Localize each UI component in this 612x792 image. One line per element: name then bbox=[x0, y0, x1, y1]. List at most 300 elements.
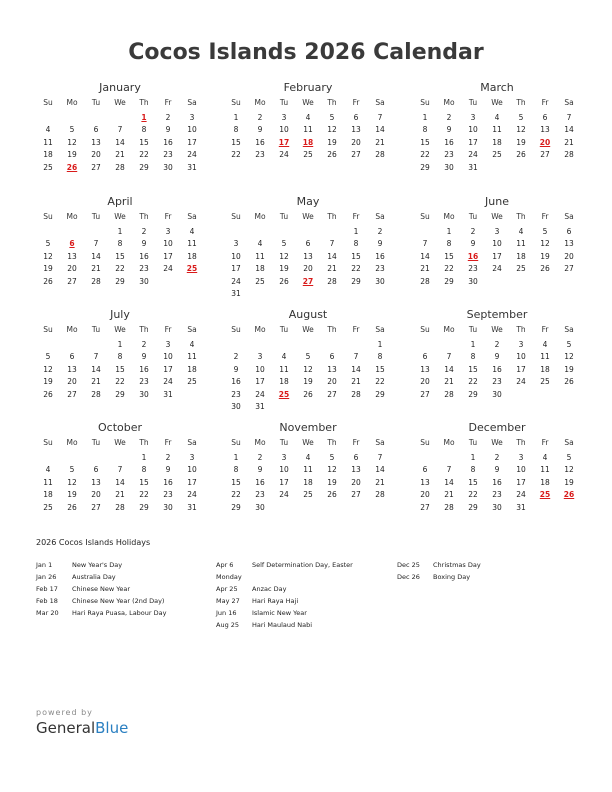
day-cell: 26 bbox=[516, 150, 526, 159]
day-cell: 26 bbox=[327, 490, 337, 499]
day-cell: 1 bbox=[470, 452, 476, 462]
day-cell: 20 bbox=[564, 251, 574, 261]
day-cell: 3 bbox=[165, 226, 171, 236]
month-name: October bbox=[97, 421, 143, 434]
weekday-header: Tu bbox=[91, 212, 101, 221]
day-cell: 31 bbox=[255, 402, 265, 411]
powered-by-text: powered by bbox=[36, 708, 93, 717]
day-cell: 18 bbox=[187, 251, 197, 261]
day-cell: 26 bbox=[303, 389, 313, 399]
day-cell: 30 bbox=[163, 502, 173, 512]
day-cell: 15 bbox=[139, 137, 149, 147]
day-cell: 6 bbox=[329, 352, 335, 361]
day-cell: 18 bbox=[279, 377, 289, 386]
day-cell: 25 bbox=[43, 502, 53, 512]
day-cell: 10 bbox=[492, 239, 502, 248]
day-cell: 15 bbox=[468, 477, 478, 487]
day-cell: 21 bbox=[444, 490, 454, 499]
weekday-header: We bbox=[114, 325, 126, 334]
empty-cell bbox=[36, 226, 60, 239]
weekday-header: Mo bbox=[254, 212, 266, 221]
day-cell: 1 bbox=[446, 226, 452, 236]
empty-cell bbox=[60, 339, 84, 352]
day-cell: 11 bbox=[540, 352, 550, 361]
day-cell: 9 bbox=[233, 364, 239, 374]
day-cell: 27 bbox=[351, 150, 361, 159]
day-cell: 26 bbox=[327, 150, 337, 159]
day-cell: 18 bbox=[43, 150, 53, 159]
weekday-header: Sa bbox=[375, 98, 385, 107]
day-cell: 29 bbox=[115, 389, 125, 399]
day-cell: 28 bbox=[564, 150, 574, 159]
day-cell: 4 bbox=[257, 239, 263, 248]
day-cell: 15 bbox=[115, 364, 125, 374]
weekday-header: We bbox=[302, 325, 314, 334]
day-cell: 8 bbox=[233, 465, 239, 474]
day-cell: 13 bbox=[91, 137, 101, 147]
empty-cell bbox=[84, 226, 108, 239]
month-name: August bbox=[288, 308, 328, 321]
day-cell: 25 bbox=[516, 264, 526, 273]
day-cell: 1 bbox=[377, 339, 383, 349]
day-cell: 27 bbox=[91, 502, 101, 512]
holiday-name: Islamic New Year bbox=[252, 609, 307, 617]
day-cell: 14 bbox=[564, 125, 574, 134]
weekday-header: Su bbox=[420, 98, 430, 107]
day-cell: 8 bbox=[141, 125, 147, 134]
month-april bbox=[36, 195, 204, 288]
day-cell: 22 bbox=[468, 377, 478, 386]
day-cell: 2 bbox=[494, 452, 500, 462]
day-cell: 26 bbox=[540, 264, 550, 273]
day-cell: 25 bbox=[492, 150, 502, 159]
month-name: June bbox=[485, 195, 509, 208]
day-cell: 17 bbox=[255, 377, 265, 386]
day-cell: 21 bbox=[91, 377, 101, 386]
holiday-row bbox=[216, 619, 353, 631]
day-cell: 1 bbox=[353, 226, 359, 236]
day-cell: 14 bbox=[327, 251, 337, 261]
day-cell: 14 bbox=[91, 364, 101, 374]
holiday-row bbox=[216, 571, 353, 583]
day-cell: 11 bbox=[43, 137, 53, 147]
day-cell: 12 bbox=[540, 239, 550, 248]
day-cell: 7 bbox=[446, 352, 452, 361]
day-cell: 21 bbox=[564, 137, 574, 147]
weekday-header: We bbox=[114, 98, 126, 107]
day-cell: 7 bbox=[377, 452, 383, 462]
day-cell: 27 bbox=[420, 502, 430, 512]
day-cell: 5 bbox=[281, 239, 287, 248]
day-cell: 17 bbox=[231, 264, 241, 273]
day-cell: 20 bbox=[91, 490, 101, 499]
day-cell: 4 bbox=[305, 452, 311, 462]
day-cell: 18 bbox=[540, 364, 550, 374]
day-cell: 19 bbox=[43, 377, 53, 386]
month-grid bbox=[224, 211, 392, 301]
month-grid bbox=[413, 437, 581, 514]
weekday-header: Th bbox=[516, 438, 526, 447]
day-cell: 19 bbox=[516, 137, 526, 147]
holiday-day: 16 bbox=[467, 251, 479, 261]
day-cell: 12 bbox=[327, 125, 337, 134]
day-cell: 7 bbox=[117, 465, 123, 474]
day-cell: 5 bbox=[45, 352, 51, 361]
day-cell: 29 bbox=[420, 162, 430, 172]
day-cell: 4 bbox=[281, 352, 287, 361]
day-cell: 3 bbox=[470, 112, 476, 122]
day-cell: 9 bbox=[165, 125, 171, 134]
day-cell: 4 bbox=[189, 226, 195, 236]
day-cell: 3 bbox=[518, 339, 524, 349]
day-cell: 15 bbox=[231, 137, 241, 147]
day-cell: 31 bbox=[516, 502, 526, 512]
day-cell: 21 bbox=[115, 150, 125, 159]
month-grid bbox=[36, 211, 204, 288]
holiday-row bbox=[36, 607, 166, 619]
weekday-header: Su bbox=[231, 98, 241, 107]
day-cell: 19 bbox=[327, 477, 337, 487]
weekday-header: Mo bbox=[254, 438, 266, 447]
day-cell: 24 bbox=[279, 490, 289, 499]
day-cell: 26 bbox=[43, 276, 53, 286]
month-august bbox=[224, 308, 392, 414]
empty-cell bbox=[248, 339, 272, 352]
day-cell: 30 bbox=[444, 162, 454, 172]
day-cell: 22 bbox=[351, 264, 361, 273]
day-cell: 22 bbox=[444, 264, 454, 273]
weekday-header: Th bbox=[327, 212, 337, 221]
day-cell: 30 bbox=[468, 276, 478, 286]
month-grid bbox=[224, 97, 392, 162]
holiday-name: Anzac Day bbox=[252, 585, 287, 593]
day-cell: 5 bbox=[518, 112, 524, 122]
day-cell: 31 bbox=[468, 162, 478, 172]
holiday-day: 18 bbox=[302, 137, 314, 147]
day-cell: 30 bbox=[163, 162, 173, 172]
day-cell: 21 bbox=[444, 377, 454, 386]
empty-cell bbox=[413, 339, 437, 352]
day-cell: 18 bbox=[303, 477, 313, 487]
weekday-header: Th bbox=[327, 325, 337, 334]
day-cell: 5 bbox=[542, 226, 548, 236]
day-cell: 16 bbox=[163, 477, 173, 487]
month-name: January bbox=[99, 81, 141, 94]
holiday-date: Dec 25 bbox=[397, 561, 420, 569]
day-cell: 9 bbox=[141, 352, 147, 361]
month-name: July bbox=[110, 308, 130, 321]
weekday-header: Th bbox=[139, 325, 149, 334]
day-cell: 4 bbox=[494, 112, 500, 122]
day-cell: 13 bbox=[351, 125, 361, 134]
day-cell: 3 bbox=[281, 452, 287, 462]
day-cell: 30 bbox=[492, 389, 502, 399]
holiday-date: Apr 25 bbox=[216, 585, 238, 593]
day-cell: 8 bbox=[353, 239, 359, 248]
day-cell: 10 bbox=[468, 125, 478, 134]
day-cell: 24 bbox=[492, 264, 502, 273]
empty-cell bbox=[60, 226, 84, 239]
weekday-header: Sa bbox=[564, 438, 574, 447]
day-cell: 26 bbox=[43, 389, 53, 399]
day-cell: 16 bbox=[492, 364, 502, 374]
day-cell: 27 bbox=[91, 162, 101, 172]
day-cell: 28 bbox=[444, 389, 454, 399]
day-cell: 7 bbox=[329, 239, 335, 248]
day-cell: 10 bbox=[279, 125, 289, 134]
weekday-header: Sa bbox=[564, 325, 574, 334]
weekday-header: Mo bbox=[66, 212, 78, 221]
day-cell: 11 bbox=[303, 125, 313, 134]
day-cell: 11 bbox=[540, 465, 550, 474]
empty-cell bbox=[224, 226, 248, 239]
weekday-header: Sa bbox=[187, 325, 197, 334]
holiday-row bbox=[36, 595, 166, 607]
day-cell: 22 bbox=[468, 490, 478, 499]
weekday-header: Tu bbox=[279, 212, 289, 221]
day-cell: 8 bbox=[470, 352, 476, 361]
day-cell: 22 bbox=[231, 150, 241, 159]
day-cell: 2 bbox=[446, 112, 452, 122]
day-cell: 6 bbox=[305, 239, 311, 248]
brand-logo[interactable] bbox=[36, 719, 128, 737]
weekday-header: Sa bbox=[375, 212, 385, 221]
holiday-row bbox=[216, 607, 353, 619]
weekday-header: Th bbox=[327, 438, 337, 447]
day-cell: 4 bbox=[542, 452, 548, 462]
holidays-title: 2026 Cocos Islands Holidays bbox=[36, 538, 151, 547]
day-cell: 12 bbox=[327, 465, 337, 474]
holiday-day: 26 bbox=[66, 162, 78, 172]
month-september bbox=[413, 308, 581, 401]
empty-cell bbox=[108, 112, 132, 125]
day-cell: 7 bbox=[93, 239, 99, 248]
weekday-header: Fr bbox=[164, 212, 172, 221]
day-cell: 13 bbox=[420, 364, 430, 374]
weekday-header: Fr bbox=[541, 212, 549, 221]
day-cell: 22 bbox=[375, 377, 385, 386]
day-cell: 11 bbox=[516, 239, 526, 248]
day-cell: 15 bbox=[420, 137, 430, 147]
day-cell: 19 bbox=[279, 264, 289, 273]
day-cell: 22 bbox=[115, 264, 125, 273]
day-cell: 2 bbox=[470, 226, 476, 236]
day-cell: 31 bbox=[187, 502, 197, 512]
weekday-header: We bbox=[114, 212, 126, 221]
day-cell: 27 bbox=[67, 276, 77, 286]
holiday-day: 25 bbox=[539, 490, 551, 499]
empty-cell bbox=[60, 452, 84, 465]
day-cell: 17 bbox=[516, 477, 526, 487]
holiday-date: Dec 26 bbox=[397, 573, 420, 581]
holiday-row bbox=[36, 571, 166, 583]
day-cell: 13 bbox=[91, 477, 101, 487]
empty-cell bbox=[320, 226, 344, 239]
day-cell: 17 bbox=[163, 251, 173, 261]
weekday-header: Tu bbox=[468, 98, 478, 107]
day-cell: 19 bbox=[564, 477, 574, 487]
weekday-header: Tu bbox=[279, 438, 289, 447]
day-cell: 3 bbox=[281, 112, 287, 122]
day-cell: 6 bbox=[422, 465, 428, 474]
month-name: February bbox=[283, 81, 333, 94]
day-cell: 14 bbox=[351, 364, 361, 374]
day-cell: 14 bbox=[375, 465, 385, 474]
weekday-header: We bbox=[491, 325, 503, 334]
day-cell: 3 bbox=[189, 112, 195, 122]
day-cell: 9 bbox=[257, 125, 263, 134]
weekday-header: Sa bbox=[187, 212, 197, 221]
weekday-header: Tu bbox=[91, 438, 101, 447]
holiday-row bbox=[216, 559, 353, 571]
day-cell: 9 bbox=[494, 465, 500, 474]
day-cell: 11 bbox=[279, 364, 289, 374]
day-cell: 16 bbox=[139, 251, 149, 261]
weekday-header: Th bbox=[139, 438, 149, 447]
month-november bbox=[224, 421, 392, 514]
day-cell: 20 bbox=[351, 477, 361, 487]
month-july bbox=[36, 308, 204, 401]
day-cell: 16 bbox=[492, 477, 502, 487]
day-cell: 9 bbox=[377, 239, 383, 248]
holiday-name: Australia Day bbox=[72, 573, 116, 581]
day-cell: 6 bbox=[93, 125, 99, 134]
day-cell: 21 bbox=[375, 477, 385, 487]
weekday-header: Mo bbox=[66, 98, 78, 107]
day-cell: 2 bbox=[494, 339, 500, 349]
day-cell: 10 bbox=[255, 364, 265, 374]
day-cell: 27 bbox=[351, 490, 361, 499]
day-cell: 29 bbox=[468, 502, 478, 512]
day-cell: 28 bbox=[351, 389, 361, 399]
day-cell: 6 bbox=[566, 226, 572, 236]
weekday-header: Su bbox=[420, 438, 430, 447]
day-cell: 17 bbox=[187, 477, 197, 487]
day-cell: 15 bbox=[115, 251, 125, 261]
holiday-date: Monday bbox=[216, 573, 242, 581]
weekday-header: Tu bbox=[468, 212, 478, 221]
day-cell: 3 bbox=[257, 352, 263, 361]
day-cell: 27 bbox=[540, 150, 550, 159]
day-cell: 19 bbox=[67, 150, 77, 159]
day-cell: 1 bbox=[141, 452, 147, 462]
day-cell: 8 bbox=[446, 239, 452, 248]
weekday-header: Fr bbox=[164, 98, 172, 107]
day-cell: 1 bbox=[233, 112, 239, 122]
day-cell: 26 bbox=[67, 502, 77, 512]
day-cell: 29 bbox=[375, 389, 385, 399]
day-cell: 8 bbox=[117, 352, 123, 361]
day-cell: 14 bbox=[444, 477, 454, 487]
weekday-header: Th bbox=[516, 98, 526, 107]
day-cell: 24 bbox=[516, 377, 526, 386]
empty-cell bbox=[84, 452, 108, 465]
month-march bbox=[413, 81, 581, 174]
day-cell: 14 bbox=[91, 251, 101, 261]
day-cell: 24 bbox=[255, 389, 265, 399]
day-cell: 24 bbox=[187, 150, 197, 159]
weekday-header: Mo bbox=[66, 325, 78, 334]
weekday-header: Sa bbox=[564, 98, 574, 107]
day-cell: 4 bbox=[189, 339, 195, 349]
weekday-header: Su bbox=[43, 212, 53, 221]
day-cell: 18 bbox=[516, 251, 526, 261]
weekday-header: We bbox=[302, 438, 314, 447]
day-cell: 25 bbox=[303, 490, 313, 499]
day-cell: 13 bbox=[303, 251, 313, 261]
day-cell: 3 bbox=[233, 239, 239, 248]
day-cell: 10 bbox=[279, 465, 289, 474]
empty-cell bbox=[36, 112, 60, 125]
month-june bbox=[413, 195, 581, 288]
day-cell: 24 bbox=[163, 264, 173, 273]
weekday-header: Tu bbox=[279, 325, 289, 334]
day-cell: 31 bbox=[187, 162, 197, 172]
holiday-name: Hari Raya Haji bbox=[252, 597, 299, 605]
day-cell: 13 bbox=[564, 239, 574, 248]
day-cell: 2 bbox=[257, 452, 263, 462]
month-grid bbox=[36, 324, 204, 401]
weekday-header: Th bbox=[327, 98, 337, 107]
day-cell: 3 bbox=[189, 452, 195, 462]
day-cell: 8 bbox=[233, 125, 239, 134]
day-cell: 22 bbox=[231, 490, 241, 499]
weekday-header: Fr bbox=[352, 325, 360, 334]
weekday-header: Th bbox=[139, 98, 149, 107]
day-cell: 5 bbox=[329, 452, 335, 462]
empty-cell bbox=[296, 226, 320, 239]
day-cell: 4 bbox=[45, 465, 51, 474]
day-cell: 28 bbox=[115, 502, 125, 512]
day-cell: 10 bbox=[516, 352, 526, 361]
day-cell: 21 bbox=[420, 264, 430, 273]
day-cell: 8 bbox=[377, 352, 383, 361]
weekday-header: Su bbox=[43, 325, 53, 334]
day-cell: 10 bbox=[516, 465, 526, 474]
weekday-header: Fr bbox=[352, 212, 360, 221]
day-cell: 28 bbox=[327, 276, 337, 286]
day-cell: 28 bbox=[115, 162, 125, 172]
weekday-header: Su bbox=[43, 438, 53, 447]
day-cell: 6 bbox=[422, 352, 428, 361]
day-cell: 22 bbox=[420, 150, 430, 159]
day-cell: 25 bbox=[43, 162, 53, 172]
day-cell: 29 bbox=[468, 389, 478, 399]
day-cell: 16 bbox=[231, 377, 241, 386]
weekday-header: Fr bbox=[541, 325, 549, 334]
day-cell: 13 bbox=[327, 364, 337, 374]
day-cell: 12 bbox=[43, 364, 53, 374]
day-cell: 29 bbox=[231, 502, 241, 512]
day-cell: 18 bbox=[187, 364, 197, 374]
day-cell: 11 bbox=[303, 465, 313, 474]
page-title: Cocos Islands 2026 Calendar bbox=[128, 40, 484, 65]
day-cell: 9 bbox=[470, 239, 476, 248]
holiday-row bbox=[397, 571, 481, 583]
weekday-header: We bbox=[114, 438, 126, 447]
day-cell: 4 bbox=[518, 226, 524, 236]
day-cell: 13 bbox=[67, 251, 77, 261]
day-cell: 19 bbox=[564, 364, 574, 374]
holiday-day: 26 bbox=[563, 490, 575, 499]
day-cell: 5 bbox=[69, 125, 75, 134]
day-cell: 19 bbox=[327, 137, 337, 147]
brand-part1: General bbox=[36, 719, 96, 737]
day-cell: 6 bbox=[353, 112, 359, 122]
empty-cell bbox=[272, 339, 296, 352]
day-cell: 4 bbox=[305, 112, 311, 122]
empty-cell bbox=[60, 112, 84, 125]
